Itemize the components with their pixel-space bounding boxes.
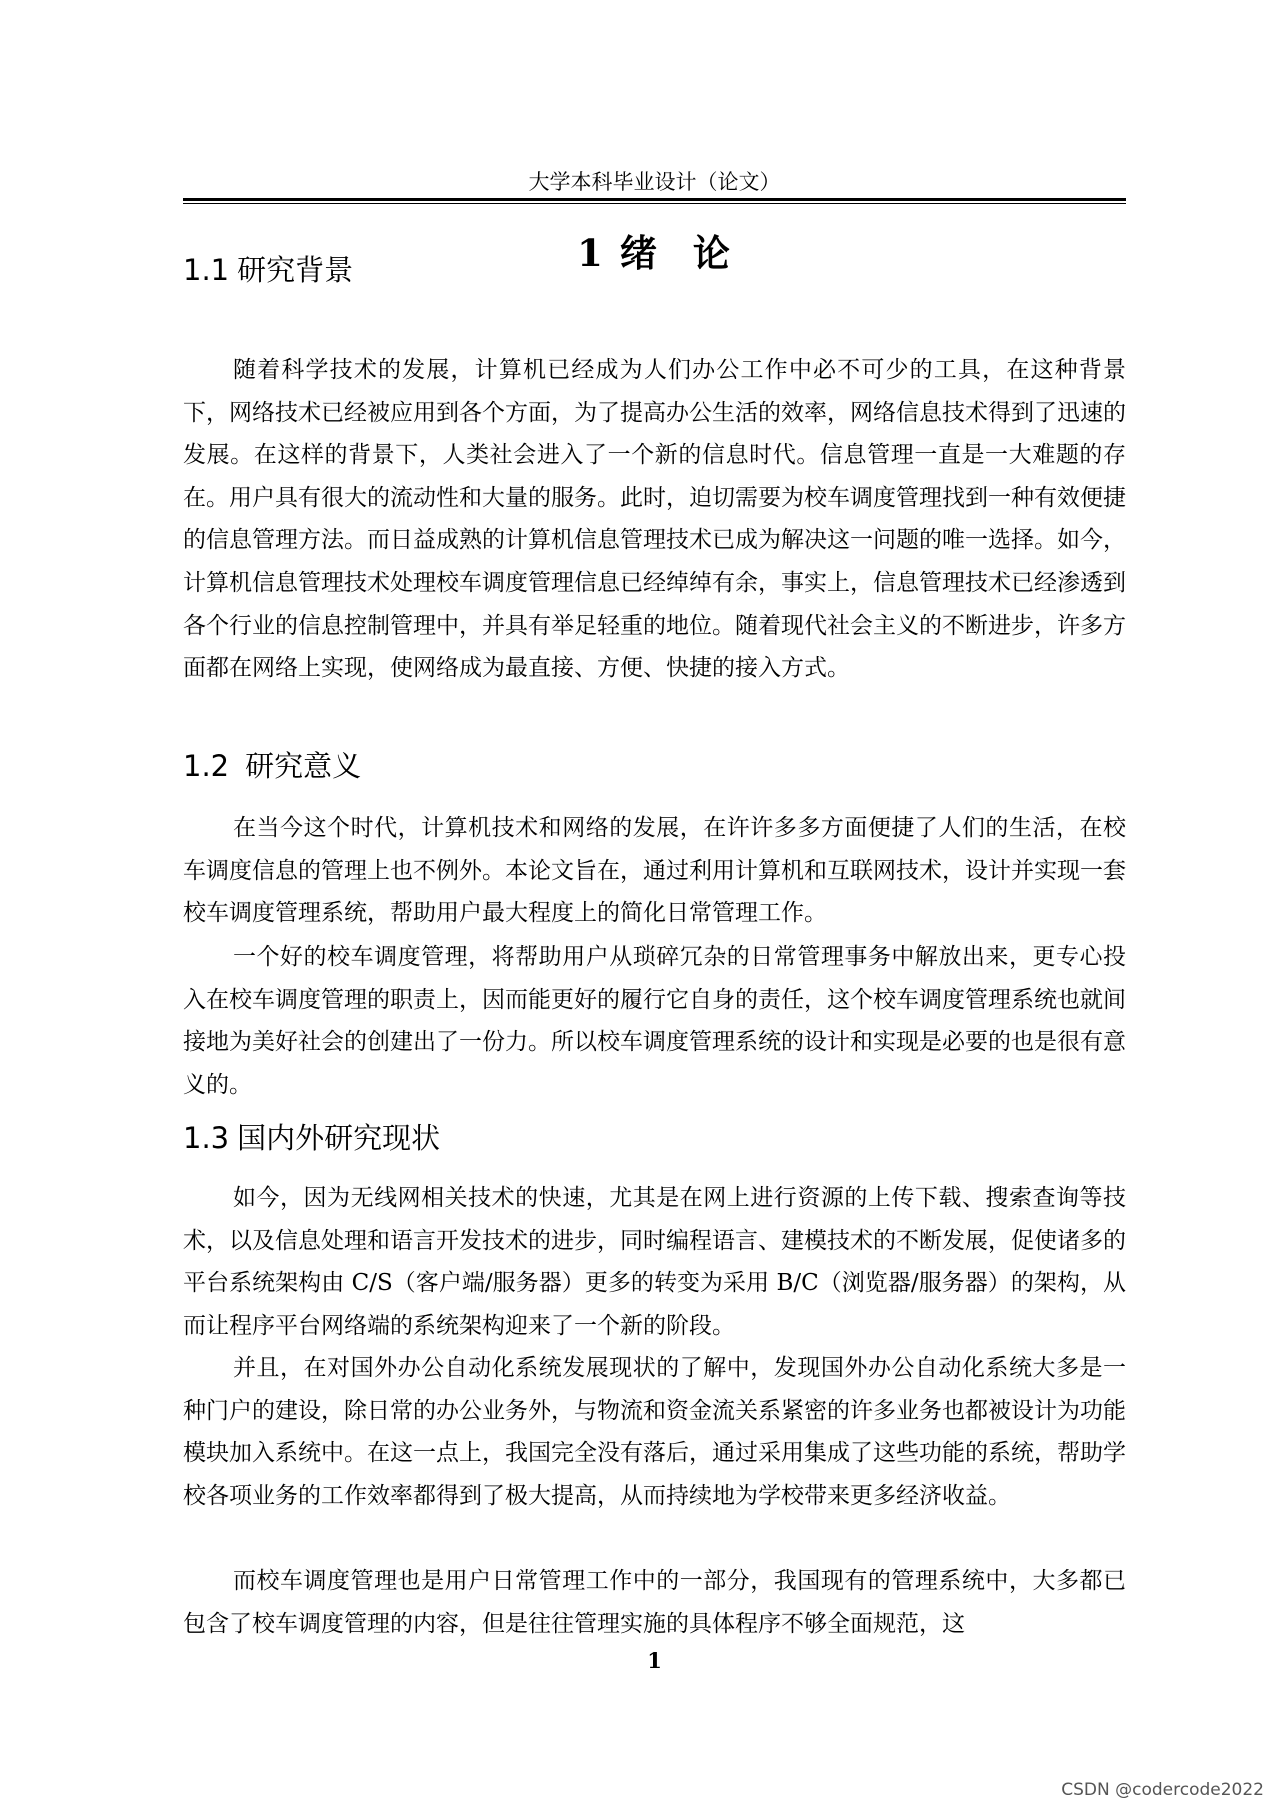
chapter-number: 1: [577, 231, 605, 275]
section-number: 1.3: [183, 1121, 230, 1155]
section-heading-1-2: [183, 746, 1126, 786]
paragraph: 并且，在对国外办公自动化系统发展现状的了解中，发现国外办公自动化系统大多是一种门户的建设，除日常的办公业务外，与物流和资金流关系紧密的许多业务也都被设计为功能模块加入系统中。在这一点上，我国完全没有落后，通过采用集成了这些功能的系统，帮助学校各项业务的工作效率都得到了极大提高，从而持续地为学校带来更多经济收益。: [183, 1355, 1126, 1509]
paragraph: 随着科学技术的发展，计算机已经成为人们办公工作中必不可少的工具，在这种背景下，网络技术已经被应用到各个方面，为了提高办公生活的效率，网络信息技术得到了迅速的发展。在这样的背景下，人类社会进入了一个新的信息时代。信息管理一直是一大难题的存在。用户具有很大的流动性和大量的服务。此时，迫切需要为校车调度管理找到一种有效便捷的信息管理方法。而日益成熟的计算机信息管理技术已成为解决这一问题的唯一选择。如今，计算机信息管理技术处理校车调度管理信息已经绰绰有余，事实上，信息管理技术已经渗透到各个行业的信息控制管理中，并具有举足轻重的地位。随着现代社会主义的不断进步，许多方面都在网络上实现，使网络成为最直接、方便、快捷的接入方式。: [183, 357, 1126, 682]
paragraph: 而校车调度管理也是用户日常管理工作中的一部分，我国现有的管理系统中，大多都已包含了校车调度管理的内容，但是往往管理实施的具体程序不够全面规范，这: [183, 1568, 1126, 1637]
page-number: 1: [647, 1648, 662, 1673]
section-title: 研究意义: [245, 749, 362, 783]
section-title: 研究背景: [237, 253, 354, 287]
section-number: 1.2: [183, 749, 230, 783]
paragraph: 如今，因为无线网相关技术的快速，尤其是在网上进行资源的上传下载、搜索查询等技术，以及信息处理和语言开发技术的进步，同时编程语言、建模技术的不断发展，促使诸多的平台系统架构由 C/S（客户端/服务器）更多的转变为采用 B/C（浏览器/服务器）的架构，从而让程序平台网络端的系统架构迎来了一个新的阶段。: [183, 1185, 1126, 1339]
watermark: CSDN @codercode2022: [1061, 1780, 1264, 1800]
page-header: 大学本科毕业设计（论文）: [528, 170, 781, 194]
section-number: 1.1: [183, 253, 230, 287]
chapter-title-part2: 论: [692, 231, 732, 275]
section-heading-1-1: [183, 250, 1126, 290]
section-title: 国内外研究现状: [237, 1121, 441, 1155]
chapter-title-part1: 绪: [619, 231, 659, 275]
paragraph: 一个好的校车调度管理，将帮助用户从琐碎冗杂的日常管理事务中解放出来，更专心投入在校车调度管理的职责上，因而能更好的履行它自身的责任，这个校车调度管理系统也就间接地为美好社会的创建出了一份力。所以校车调度管理系统的设计和实现是必要的也是很有意义的。: [183, 944, 1126, 1098]
section-heading-1-3: [183, 1118, 1126, 1158]
header-rule: [183, 198, 1126, 204]
paragraph: 在当今这个时代，计算机技术和网络的发展，在许许多多方面便捷了人们的生活，在校车调度信息的管理上也不例外。本论文旨在，通过利用计算机和互联网技术，设计并实现一套校车调度管理系统，帮助用户最大程度上的简化日常管理工作。: [183, 815, 1126, 927]
